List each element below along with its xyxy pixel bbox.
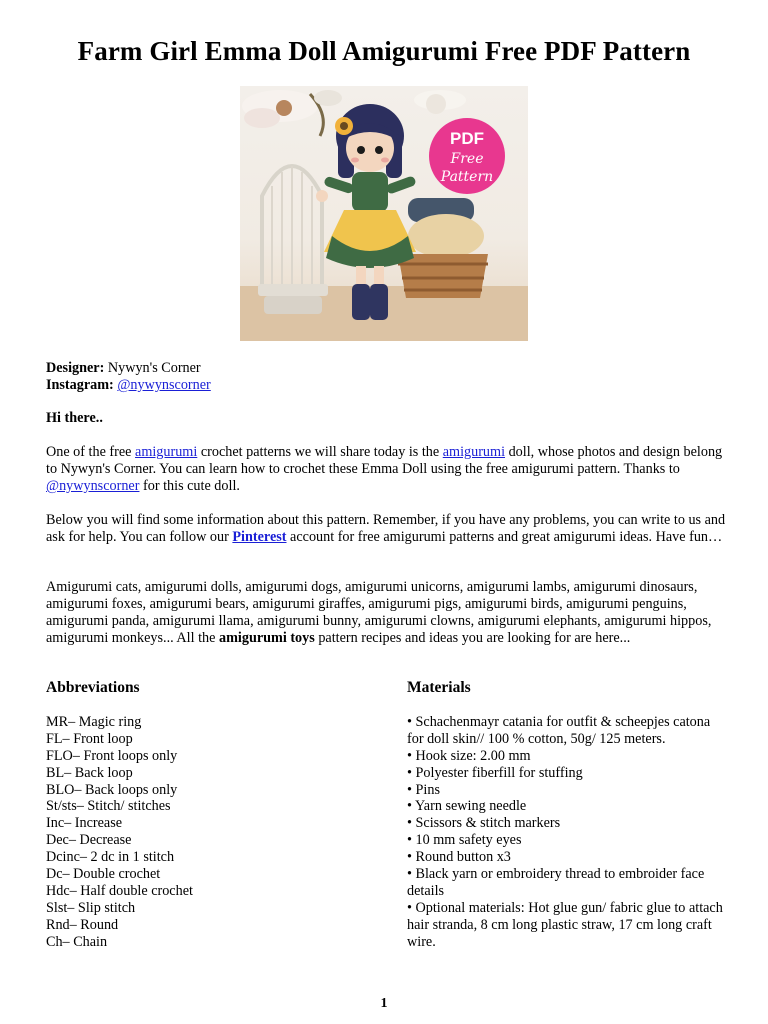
material-item: • Schachenmayr catania for outfit & scheepjes catona for doll skin// 100 % cotton, 50g/ 125 meters. xyxy=(407,713,711,747)
amigurumi-toys-bold: amigurumi toys xyxy=(219,630,315,646)
intro-text-3: doll, whose photos and design belong to Nywyn's Corner. You can learn how to crochet these Emma Doll using the free amigurumi pattern. Thanks to xyxy=(46,444,723,477)
abbreviation-item: FL– Front loop xyxy=(46,730,133,747)
abbreviation-item: BLO– Back loops only xyxy=(46,781,178,798)
pinterest-link[interactable]: Pinterest xyxy=(232,529,287,545)
intro-text-1: One of the free xyxy=(46,444,136,460)
materials-heading: Materials xyxy=(407,679,471,696)
badge-pdf-text: PDF xyxy=(450,129,484,148)
nywynscorner-link[interactable]: @nywynscorner xyxy=(46,478,140,494)
instagram-label: Instagram: xyxy=(46,377,114,393)
material-item: • Black yarn or embroidery thread to embroider face details xyxy=(407,866,705,899)
intro-paragraph xyxy=(46,444,726,495)
abbreviation-item: FLO– Front loops only xyxy=(46,747,178,764)
intro-text-2: crochet patterns we will share today is the xyxy=(197,444,443,460)
material-item: • Optional materials: Hot glue gun/ fabric glue to attach hair stranda, 8 cm long plastic straw, 17 cm long craft wire. xyxy=(407,899,723,950)
material-item: • Round button x3 xyxy=(407,849,511,866)
abbreviation-item: Rnd– Round xyxy=(46,916,119,933)
badge-pattern-text: Pattern xyxy=(440,169,494,185)
amigurumi-link-1[interactable]: amigurumi xyxy=(135,444,198,460)
designer-line xyxy=(46,360,726,377)
abbreviation-item: Dec– Decrease xyxy=(46,832,132,849)
page-number: 1 xyxy=(380,996,388,1011)
abbreviation-item: St/sts– Stitch/ stitches xyxy=(46,798,171,815)
instagram-line xyxy=(46,377,726,394)
doll-photo xyxy=(240,86,528,341)
abbreviation-item: Dcinc– 2 dc in 1 stitch xyxy=(46,849,175,866)
page-title: Farm Girl Emma Doll Amigurumi Free PDF Pattern xyxy=(77,36,691,66)
badge-free-text: Free xyxy=(450,151,484,167)
material-item: • Pins xyxy=(407,781,440,798)
info-text-2: account for free amigurumi patterns and great amigurumi ideas. Have fun… xyxy=(286,529,723,545)
designer-label: Designer: xyxy=(46,360,105,376)
abbreviations-heading: Abbreviations xyxy=(46,679,140,696)
materials-section xyxy=(407,680,729,951)
categories-text-1: Amigurumi cats, amigurumi dolls, amigurumi dogs, amigurumi unicorns, amigurumi lambs, amigurumi dinosaurs, amigurumi foxes, amigurumi bears, amigurumi giraffes, amigurumi pigs, amigurumi birds, amigurumi penguins, amigurumi panda, amigurumi llama, amigurumi bunny, amigurumi clowns, amigurumi elephants, amigurumi hippos, amigurumi monkeys... All the xyxy=(46,579,712,646)
material-item: • Yarn sewing needle xyxy=(407,798,527,815)
designer-value: Nywyn's Corner xyxy=(104,360,201,376)
instagram-link[interactable]: @nywynscorner xyxy=(117,377,211,393)
intro-text-4: for this cute doll. xyxy=(139,478,240,494)
abbreviation-item: Hdc– Half double crochet xyxy=(46,882,193,899)
abbreviation-item: BL– Back loop xyxy=(46,764,133,781)
info-paragraph xyxy=(46,512,726,546)
abbreviation-item: Slst– Slip stitch xyxy=(46,899,136,916)
material-item: • Polyester fiberfill for stuffing xyxy=(407,764,583,781)
greeting-text: Hi there.. xyxy=(46,410,103,426)
greeting xyxy=(46,410,726,427)
material-item: • Scissors & stitch markers xyxy=(407,815,561,832)
abbreviation-item: Inc– Increase xyxy=(46,815,123,832)
doll-photo-illustration xyxy=(240,86,528,341)
abbreviations-section xyxy=(46,680,376,951)
categories-paragraph xyxy=(46,579,726,647)
material-item: • Hook size: 2.00 mm xyxy=(407,747,531,764)
info-text-1: Below you will find some information about this pattern. Remember, if you have any problems, you can write to us and ask for help. You can follow our xyxy=(46,512,726,545)
categories-text-2: pattern recipes and ideas you are looking for are here... xyxy=(314,630,631,646)
abbreviation-item: MR– Magic ring xyxy=(46,713,142,730)
abbreviation-item: Dc– Double crochet xyxy=(46,866,161,883)
material-item: • 10 mm safety eyes xyxy=(407,832,522,849)
abbreviation-item: Ch– Chain xyxy=(46,933,108,950)
amigurumi-link-2[interactable]: amigurumi xyxy=(442,444,506,460)
